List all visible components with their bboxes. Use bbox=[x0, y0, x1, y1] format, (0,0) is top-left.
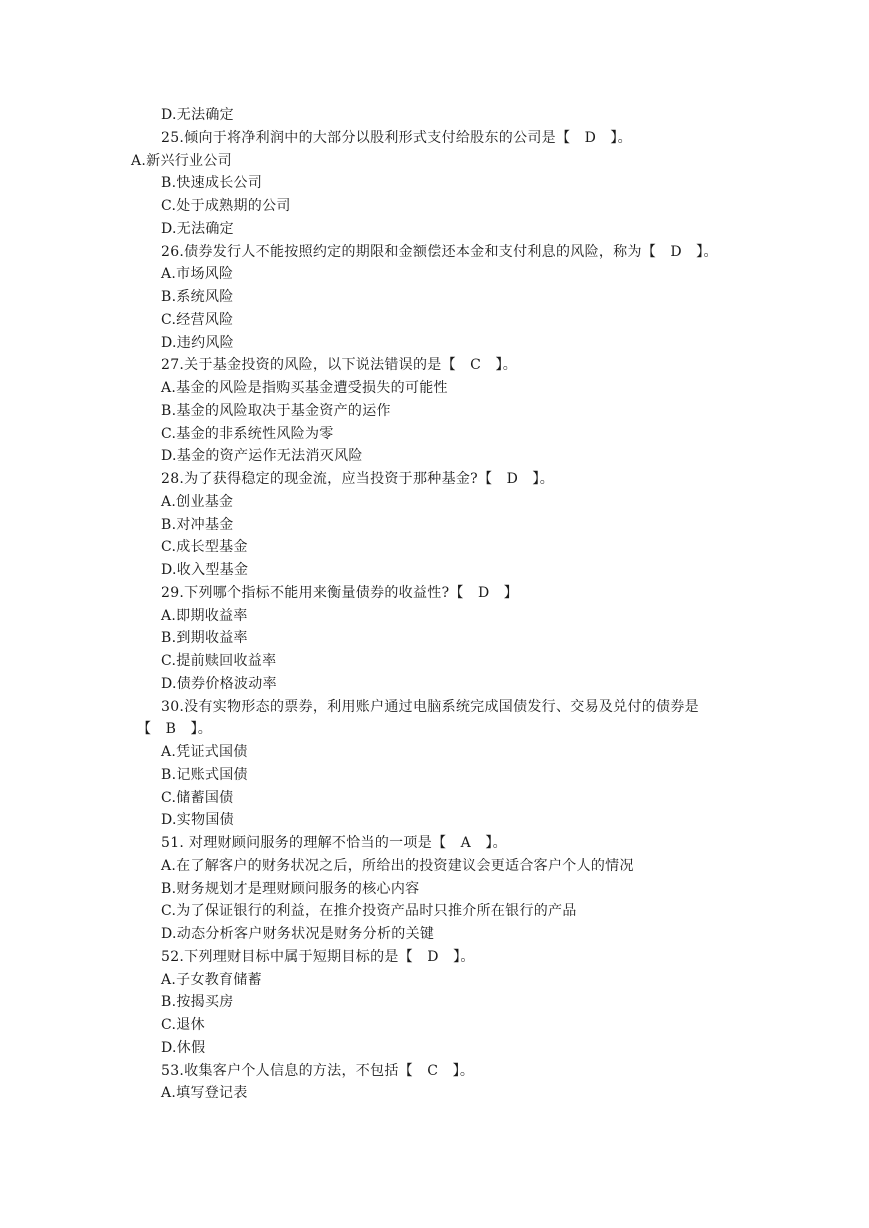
question-line: 53.收集客户个人信息的方法，不包括【 C 】。 bbox=[161, 1062, 475, 1079]
option-line: B.系统风险 bbox=[161, 289, 234, 305]
option-line: D.无法确定 bbox=[161, 107, 234, 123]
option-line: C.退休 bbox=[161, 1017, 205, 1033]
option-line: A.基金的风险是指购买基金遭受损失的可能性 bbox=[161, 380, 448, 396]
option-line: D.休假 bbox=[161, 1039, 206, 1056]
option-line: B.基金的风险取决于基金资产的运作 bbox=[161, 402, 391, 419]
option-line: A.在了解客户的财务状况之后，所给出的投资建议会更适合客户个人的情况 bbox=[161, 857, 634, 874]
question-line: 25.倾向于将净利润中的大部分以股利形式支付给股东的公司是【 D 】。 bbox=[161, 129, 632, 146]
option-line: D.基金的资产运作无法消灭风险 bbox=[161, 448, 363, 465]
question-line: 29.下列哪个指标不能用来衡量债券的收益性?【 D 】 bbox=[161, 584, 519, 601]
answer-line: 【 B 】。 bbox=[137, 721, 213, 738]
option-line: D.动态分析客户财务状况是财务分析的关键 bbox=[161, 926, 435, 942]
question-line: 27.关于基金投资的风险，以下说法错误的是【 C 】。 bbox=[161, 357, 518, 374]
option-line: A.创业基金 bbox=[161, 493, 234, 510]
option-line: C.提前赎回收益率 bbox=[161, 653, 277, 669]
option-line: C.基金的非系统性风险为零 bbox=[161, 425, 334, 442]
question-list bbox=[0, 104, 869, 1105]
option-line: A.新兴行业公司 bbox=[131, 152, 232, 169]
option-line: A.凭证式国债 bbox=[161, 744, 248, 760]
option-line: D.收入型基金 bbox=[161, 562, 249, 578]
option-line: C.处于成熟期的公司 bbox=[161, 198, 291, 214]
option-line: B.快速成长公司 bbox=[161, 175, 263, 192]
option-line: A.子女教育储蓄 bbox=[161, 971, 262, 988]
question-line: 30.没有实物形态的票券，利用账户通过电脑系统完成国债发行、交易及兑付的债券是 bbox=[161, 698, 699, 715]
question-line: 26.债券发行人不能按照约定的期限和金额偿还本金和支付利息的风险，称为【 D 】。 bbox=[161, 243, 718, 260]
option-line: B.记账式国债 bbox=[161, 766, 248, 783]
option-line: A.填写登记表 bbox=[161, 1085, 248, 1102]
question-line: 51. 对理财顾问服务的理解不恰当的一项是【 A 】。 bbox=[161, 835, 507, 851]
option-line: B.到期收益率 bbox=[161, 630, 248, 647]
option-line: D.违约风险 bbox=[161, 334, 234, 351]
question-line: 52.下列理财目标中属于短期目标的是【 D 】。 bbox=[161, 948, 475, 965]
option-line: D.无法确定 bbox=[161, 220, 234, 237]
option-line: C.成长型基金 bbox=[161, 539, 248, 556]
option-line: D.债券价格波动率 bbox=[161, 675, 277, 692]
option-line: D.实物国债 bbox=[161, 812, 234, 829]
option-line: A.市场风险 bbox=[161, 266, 234, 283]
question-line: 28.为了获得稳定的现金流，应当投资于那种基金?【 D 】。 bbox=[161, 471, 554, 487]
option-line: A.即期收益率 bbox=[161, 607, 248, 624]
option-line: B.按揭买房 bbox=[161, 994, 234, 1011]
option-line: B.财务规划才是理财顾问服务的核心内容 bbox=[161, 880, 420, 897]
option-line: B.对冲基金 bbox=[161, 516, 234, 533]
option-line: C.为了保证银行的利益，在推介投资产品时只推介所在银行的产品 bbox=[161, 903, 577, 920]
option-line: C.储蓄国债 bbox=[161, 789, 234, 806]
option-line: C.经营风险 bbox=[161, 311, 234, 328]
